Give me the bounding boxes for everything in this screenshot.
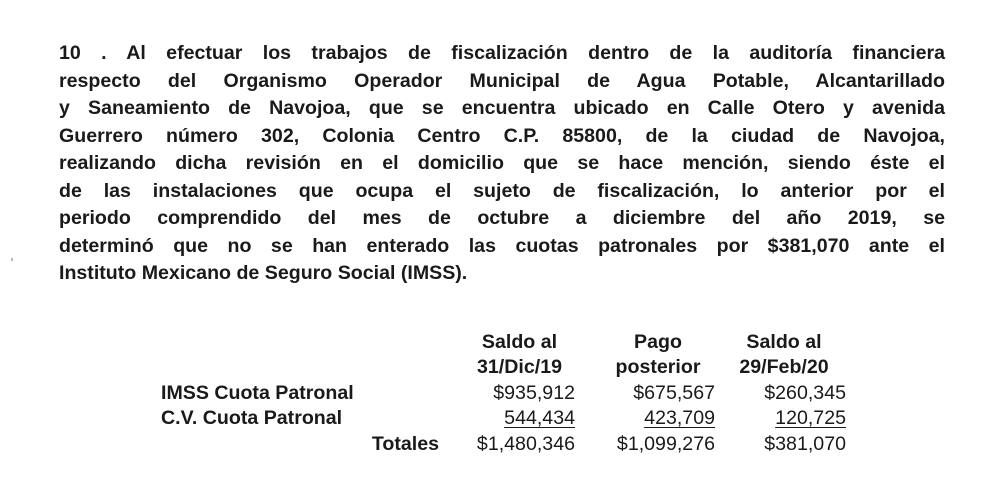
totals-label: Totales [371, 433, 439, 455]
row-label-imss: IMSS Cuota Patronal [161, 382, 354, 404]
row-label-cv: C.V. Cuota Patronal [161, 407, 343, 429]
cell-cv-saldo-dic-value: 544,434 [504, 407, 575, 429]
header-pago-line2: posterior [615, 356, 701, 378]
cell-cv-pago [580, 406, 715, 430]
paragraph-line: realizando dicha revisión en el domicilio que se hace mención, siendo éste el [59, 152, 945, 174]
header-saldo-feb-line1: Saldo al [746, 331, 822, 353]
cell-imss-saldo-dic: $935,912 [493, 382, 575, 404]
header-pago-line1: Pago [634, 331, 682, 353]
paragraph-line: y Saneamiento de Navojoa, que se encuentra ubicado en Calle Otero y avenida [59, 97, 945, 119]
header-saldo-feb-line2: 29/Feb/20 [739, 356, 829, 378]
header-saldo-dic-line1: Saldo al [481, 331, 558, 353]
cell-imss-saldo-feb: $260,345 [764, 382, 846, 404]
total-saldo-dic: $1,480,346 [476, 433, 575, 455]
cell-cv-pago-value: 423,709 [644, 407, 715, 429]
finding-paragraph [59, 40, 945, 288]
total-saldo-feb: $381,070 [764, 433, 846, 455]
cell-cv-saldo-feb-value: 120,725 [775, 407, 846, 429]
cell-cv-saldo-feb [710, 406, 846, 430]
paragraph-line: periodo comprendido del mes de octubre a diciembre del año 2019, se [59, 207, 945, 229]
scan-mark [11, 258, 13, 261]
paragraph-line: determinó que no se han enterado las cuotas patronales por $381,070 ante el [59, 234, 945, 257]
cell-imss-pago: $675,567 [633, 382, 715, 404]
header-saldo-dic-line2: 31/Dic/19 [477, 356, 562, 378]
paragraph-line: de las instalaciones que ocupa el sujeto de fiscalización, lo anterior por el [59, 179, 945, 202]
paragraph-line: respecto del Organismo Operador Municipal de Agua Potable, Alcantarillado [59, 69, 945, 92]
paragraph-line: Guerrero número 302, Colonia Centro C.P. 85800, de la ciudad de Navojoa, [59, 124, 945, 147]
paragraph-line: 10 . Al efectuar los trabajos de fiscalización dentro de la auditoría financiera [59, 42, 945, 64]
paragraph-line: Instituto Mexicano de Seguro Social (IMSS). [59, 262, 468, 284]
total-pago: $1,099,276 [616, 433, 715, 455]
cell-cv-saldo-dic [440, 406, 575, 430]
